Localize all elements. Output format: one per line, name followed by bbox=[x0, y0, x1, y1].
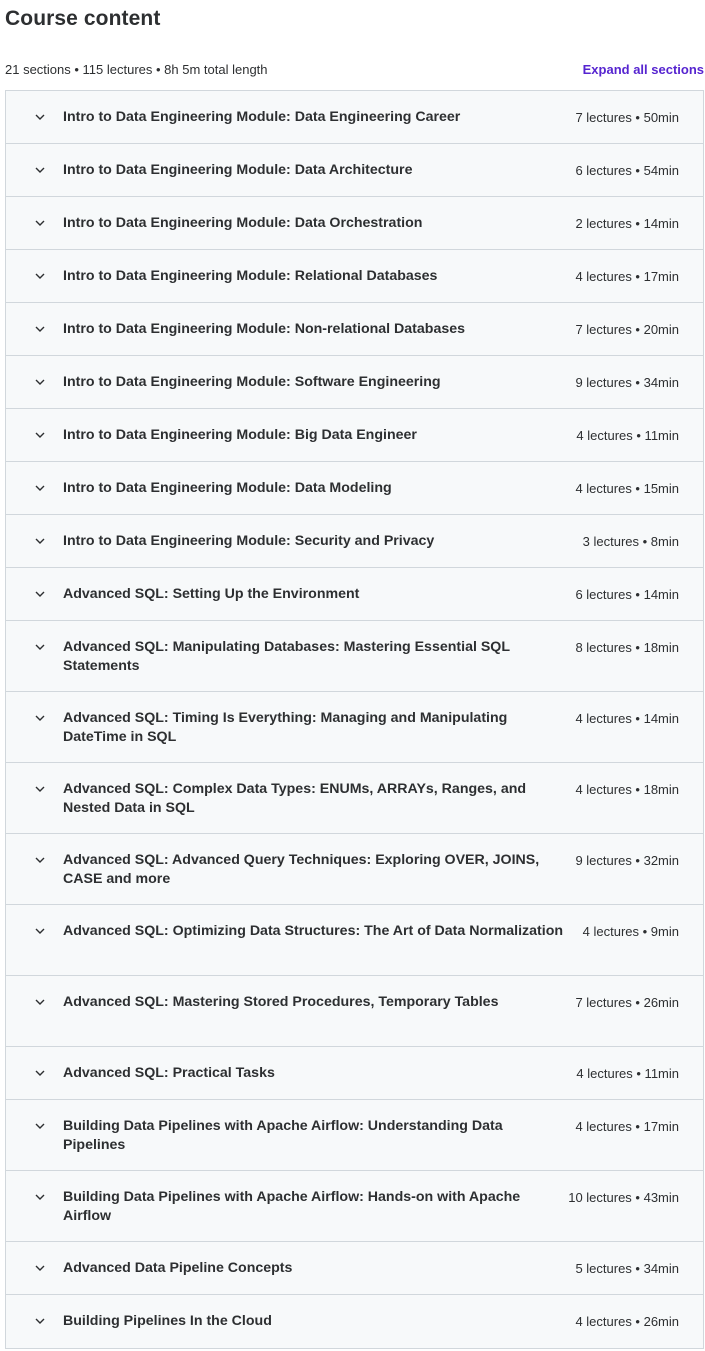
chevron-down-icon bbox=[34, 164, 46, 176]
section-title: Building Data Pipelines with Apache Airflow: Hands-on with Apache Airflow bbox=[63, 1189, 521, 1224]
section-title: Intro to Data Engineering Module: Data Orchestration bbox=[63, 215, 423, 231]
section-meta: 6 lectures • 14min bbox=[575, 587, 679, 602]
section-meta: 4 lectures • 11min bbox=[576, 1066, 679, 1081]
section-meta: 2 lectures • 14min bbox=[575, 216, 679, 231]
section-title: Advanced SQL: Complex Data Types: ENUMs, ARRAYs, Ranges, and Nested Data in SQL bbox=[63, 781, 527, 816]
chevron-down-icon bbox=[34, 783, 46, 795]
section-title: Intro to Data Engineering Module: Relational Databases bbox=[63, 268, 438, 284]
chevron-down-icon bbox=[34, 1262, 46, 1274]
chevron-down-icon bbox=[34, 588, 46, 600]
section-item[interactable] bbox=[6, 568, 703, 621]
summary-row bbox=[5, 40, 705, 90]
chevron-down-icon bbox=[34, 1067, 46, 1079]
chevron-down-icon bbox=[34, 712, 46, 724]
section-title: Advanced SQL: Timing Is Everything: Managing and Manipulating DateTime in SQL bbox=[63, 710, 508, 745]
chevron-down-icon bbox=[34, 429, 46, 441]
section-item[interactable] bbox=[6, 976, 703, 1047]
section-item[interactable] bbox=[6, 763, 703, 834]
section-meta: 7 lectures • 50min bbox=[575, 110, 679, 125]
section-meta: 4 lectures • 17min bbox=[575, 269, 679, 284]
section-title: Advanced Data Pipeline Concepts bbox=[63, 1260, 293, 1276]
section-item[interactable] bbox=[6, 1100, 703, 1171]
chevron-down-icon bbox=[34, 641, 46, 653]
chevron-down-icon bbox=[34, 323, 46, 335]
section-meta: 7 lectures • 26min bbox=[575, 995, 679, 1010]
section-item[interactable] bbox=[6, 1295, 703, 1348]
section-item[interactable] bbox=[6, 1171, 703, 1242]
course-summary: 21 sections • 115 lectures • 8h 5m total length bbox=[5, 61, 268, 77]
section-meta: 3 lectures • 8min bbox=[582, 534, 679, 549]
section-title: Building Pipelines In the Cloud bbox=[63, 1313, 272, 1329]
section-title: Advanced SQL: Manipulating Databases: Mastering Essential SQL Statements bbox=[63, 639, 510, 674]
page-title: Course content bbox=[5, 7, 161, 30]
section-item[interactable] bbox=[6, 834, 703, 905]
section-item[interactable] bbox=[6, 144, 703, 197]
section-title: Intro to Data Engineering Module: Non-relational Databases bbox=[63, 321, 466, 337]
chevron-down-icon bbox=[34, 270, 46, 282]
section-meta: 4 lectures • 26min bbox=[575, 1314, 679, 1329]
section-meta: 4 lectures • 17min bbox=[575, 1119, 679, 1134]
section-title: Intro to Data Engineering Module: Data Modeling bbox=[63, 480, 392, 496]
section-title: Intro to Data Engineering Module: Data Architecture bbox=[63, 162, 413, 178]
section-title: Advanced SQL: Mastering Stored Procedures, Temporary Tables bbox=[63, 994, 499, 1010]
section-item[interactable] bbox=[6, 692, 703, 763]
chevron-down-icon bbox=[34, 376, 46, 388]
section-title: Intro to Data Engineering Module: Big Data Engineer bbox=[63, 427, 417, 443]
chevron-down-icon bbox=[34, 482, 46, 494]
section-item[interactable] bbox=[6, 303, 703, 356]
section-item[interactable] bbox=[6, 1047, 703, 1100]
section-list bbox=[5, 90, 704, 1349]
section-item[interactable] bbox=[6, 1242, 703, 1295]
section-title: Building Data Pipelines with Apache Airflow: Understanding Data Pipelines bbox=[63, 1118, 503, 1153]
section-meta: 4 lectures • 11min bbox=[576, 428, 679, 443]
section-item[interactable] bbox=[6, 621, 703, 692]
expand-all-sections-button[interactable]: Expand all sections bbox=[582, 61, 704, 77]
section-item[interactable] bbox=[6, 905, 703, 976]
chevron-down-icon bbox=[34, 1191, 46, 1203]
section-meta: 5 lectures • 34min bbox=[575, 1261, 679, 1276]
section-meta: 6 lectures • 54min bbox=[575, 163, 679, 178]
chevron-down-icon bbox=[34, 1120, 46, 1132]
section-title: Advanced SQL: Practical Tasks bbox=[63, 1065, 275, 1081]
section-item[interactable] bbox=[6, 409, 703, 462]
section-title: Advanced SQL: Setting Up the Environment bbox=[63, 586, 360, 602]
section-meta: 9 lectures • 32min bbox=[575, 853, 679, 868]
section-item[interactable] bbox=[6, 91, 703, 144]
chevron-down-icon bbox=[34, 111, 46, 123]
section-item[interactable] bbox=[6, 462, 703, 515]
section-item[interactable] bbox=[6, 250, 703, 303]
section-meta: 4 lectures • 15min bbox=[575, 481, 679, 496]
section-title: Advanced SQL: Advanced Query Techniques: Exploring OVER, JOINS, CASE and more bbox=[63, 852, 540, 887]
chevron-down-icon bbox=[34, 1315, 46, 1327]
chevron-down-icon bbox=[34, 535, 46, 547]
section-item[interactable] bbox=[6, 515, 703, 568]
section-meta: 4 lectures • 9min bbox=[582, 924, 679, 939]
section-title: Intro to Data Engineering Module: Data Engineering Career bbox=[63, 109, 461, 125]
chevron-down-icon bbox=[34, 996, 46, 1008]
section-meta: 8 lectures • 18min bbox=[575, 640, 679, 655]
section-title: Advanced SQL: Optimizing Data Structures: The Art of Data Normalization bbox=[63, 923, 564, 939]
section-meta: 9 lectures • 34min bbox=[575, 375, 679, 390]
section-meta: 4 lectures • 14min bbox=[575, 711, 679, 726]
section-title: Intro to Data Engineering Module: Security and Privacy bbox=[63, 533, 435, 549]
chevron-down-icon bbox=[34, 217, 46, 229]
section-meta: 7 lectures • 20min bbox=[575, 322, 679, 337]
chevron-down-icon bbox=[34, 854, 46, 866]
section-item[interactable] bbox=[6, 356, 703, 409]
section-meta: 10 lectures • 43min bbox=[568, 1190, 679, 1205]
chevron-down-icon bbox=[34, 925, 46, 937]
section-item[interactable] bbox=[6, 197, 703, 250]
section-meta: 4 lectures • 18min bbox=[575, 782, 679, 797]
section-title: Intro to Data Engineering Module: Software Engineering bbox=[63, 374, 441, 390]
